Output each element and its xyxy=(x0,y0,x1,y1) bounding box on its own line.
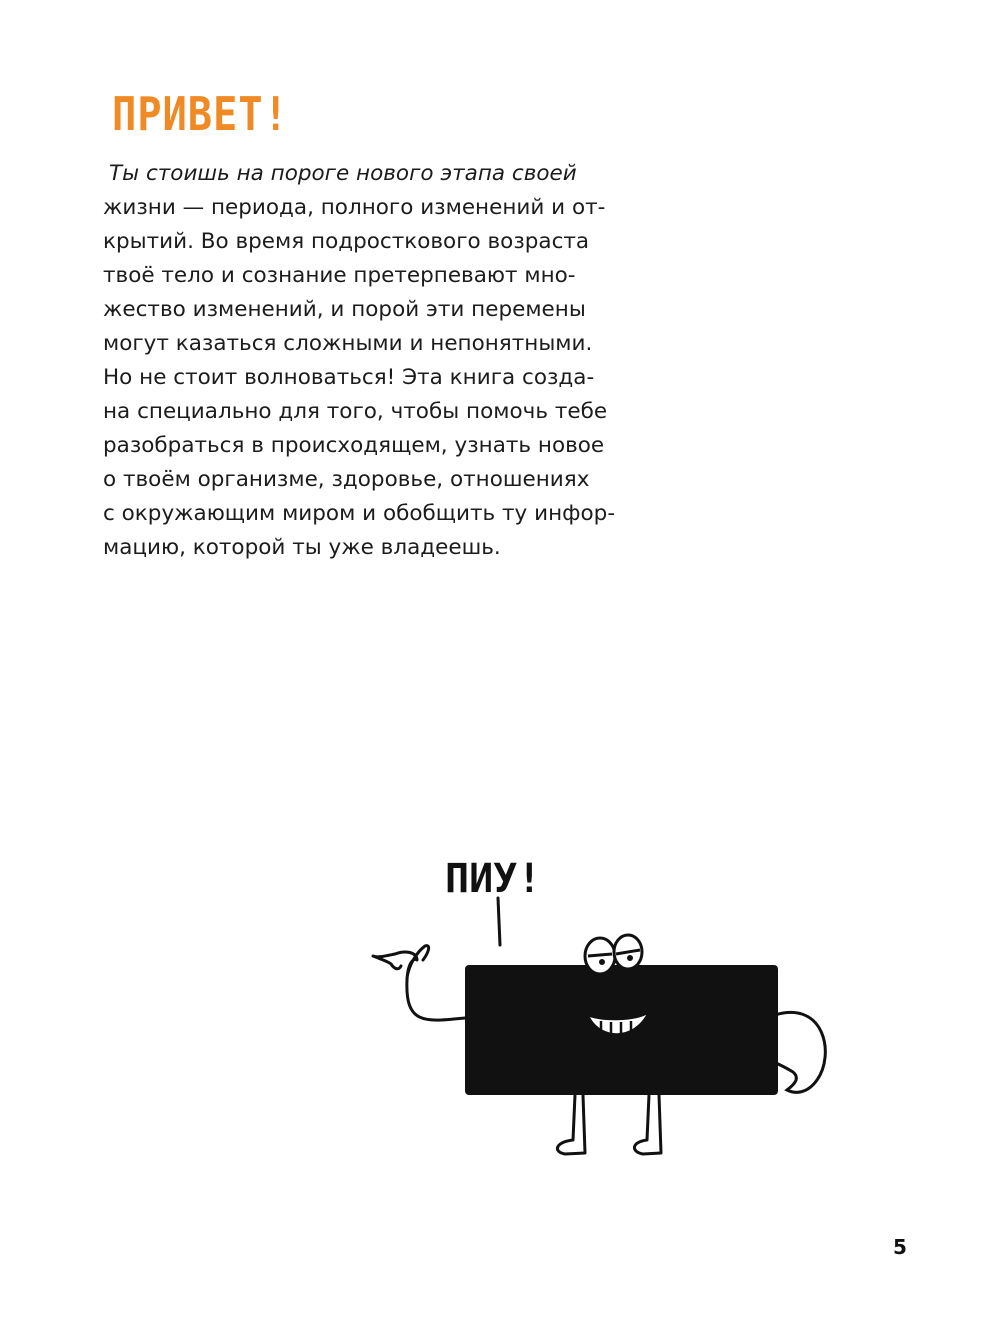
pupil-right xyxy=(627,955,633,961)
speech-text: ПИУ! xyxy=(445,856,542,902)
right-leg xyxy=(634,1095,661,1154)
paragraph-line: жество изменений, и порой эти перемены xyxy=(103,297,586,322)
paragraph-line: жизни — периода, полного изменений и от- xyxy=(103,195,606,220)
speech-tick xyxy=(498,898,500,945)
paragraph-line: о твоём организме, здоровье, отношениях xyxy=(103,467,590,492)
paragraph-line: мацию, которой ты уже владеешь. xyxy=(103,535,501,560)
paragraph-line: разобраться в происходящем, узнать новое xyxy=(103,433,605,458)
intro-paragraph xyxy=(103,157,663,565)
left-arm xyxy=(373,946,465,1020)
rectangle-character-icon xyxy=(355,840,875,1170)
paragraph-line: с окружающим миром и обобщить ту инфор- xyxy=(103,501,616,526)
paragraph-line: Но не стоит волноваться! Эта книга созда- xyxy=(103,365,595,390)
page-number: 5 xyxy=(893,1235,907,1259)
paragraph-line: твоё тело и сознание претерпевают мно- xyxy=(103,263,576,288)
pupil-left xyxy=(599,959,605,965)
eyelid-left xyxy=(588,954,612,956)
paragraph-line: крытий. Во время подросткового возраста xyxy=(103,229,590,254)
paragraph-line: Ты стоишь на пороге нового этапа своей xyxy=(109,161,577,186)
left-leg xyxy=(557,1095,585,1154)
paragraph-line: на специально для того, чтобы помочь тебе xyxy=(103,399,608,424)
paragraph-line: могут казаться сложными и непонятными. xyxy=(103,331,593,356)
page-title: ПРИВЕТ! xyxy=(112,87,289,141)
